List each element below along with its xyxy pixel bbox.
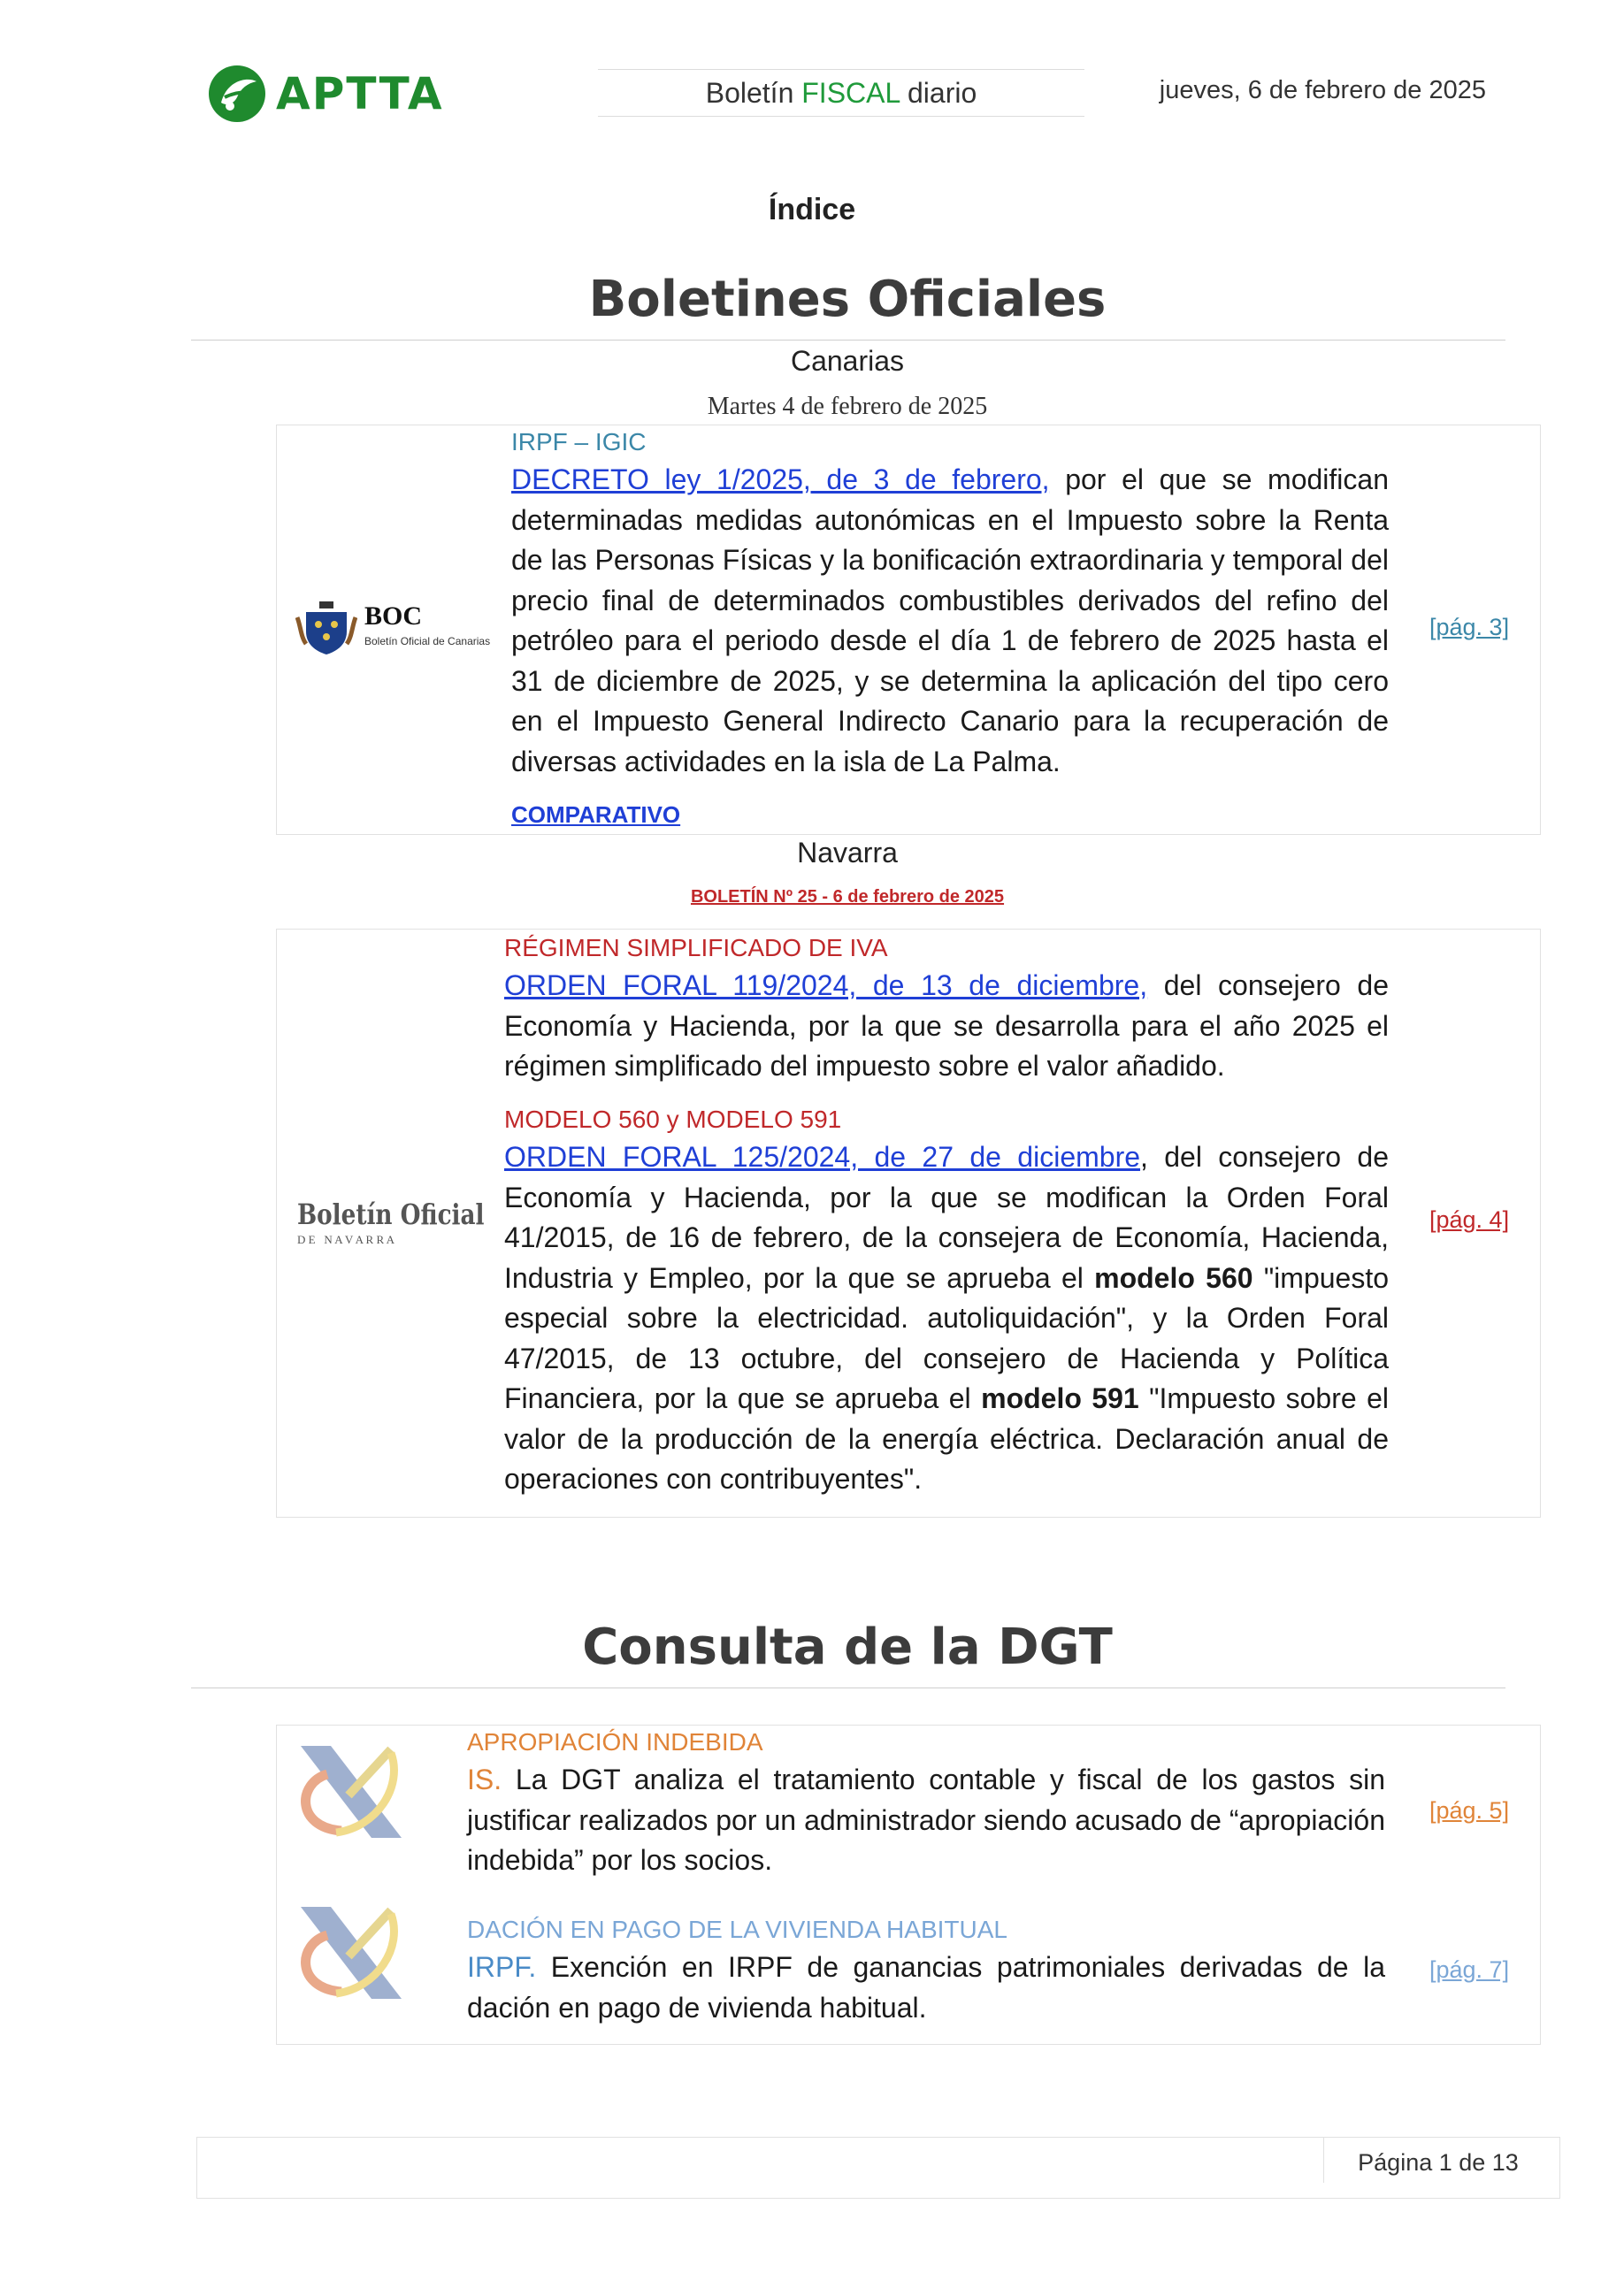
category-regimen-simplificado: RÉGIMEN SIMPLIFICADO DE IVA: [504, 934, 888, 961]
orden-foral-119-link[interactable]: ORDEN FORAL 119/2024, de 13 de diciembre,: [504, 969, 1148, 1001]
page-number: Página 1 de 13: [1358, 2149, 1519, 2176]
index-heading: Índice: [768, 193, 856, 226]
aeat-logo-icon: [292, 1903, 407, 2002]
region-canarias: Canarias: [790, 345, 905, 377]
navarra-logo-text: Boletín Oficial: [297, 1198, 485, 1231]
aeat-logo-icon: [292, 1742, 407, 1841]
navarra-logo-subtext: D E N A V A R R A: [297, 1233, 395, 1246]
page-link-5[interactable]: [pág. 5]: [1429, 1797, 1510, 1824]
category-apropiacion-indebida: APROPIACIÓN INDEBIDA: [467, 1728, 763, 1756]
page-link-7[interactable]: [pág. 7]: [1429, 1956, 1510, 1983]
dgt-item1-text: IS. La DGT analiza el tratamiento contable y fiscal de los gastos sin justificar realizados por un administrador siendo acusado de “apropiación indebida” por los socios.: [467, 1764, 1385, 1876]
comparativo-link[interactable]: COMPARATIVO: [511, 801, 681, 828]
region-navarra: Navarra: [797, 837, 898, 869]
aptta-logo-text: APTTA: [276, 68, 444, 119]
navarra-bulletin-date[interactable]: BOLETÍN Nº 25 - 6 de febrero de 2025: [690, 887, 1005, 907]
bulletin-date: jueves, 6 de febrero de 2025: [1159, 76, 1486, 104]
aptta-logo: [205, 58, 462, 129]
bulletin-title: Boletín FISCAL diario: [598, 69, 1084, 117]
tax-irpf: IRPF.: [467, 1951, 537, 1983]
orden-foral-125-text: ORDEN FORAL 125/2024, de 27 de diciembre, del consejero de Economía y Hacienda, por la que se modifican la Orden Foral 41/2015, de 16 de febrero, de la consejera de Economía, Hacienda, Industria y Empleo, por la que se aprueba el modelo 560 "impuesto especial sobre la electricidad. autoliquidación", y la Orden Foral 47/2015, de 13 octubre, del consejero de Hacienda y Política Financiera, por la que se aprueba el modelo 591 "Impuesto sobre el valor de la producción de la energía eléctrica. Declaración anual de operaciones con contribuyentes".: [504, 1141, 1390, 1495]
tax-is: IS.: [467, 1764, 502, 1795]
section-title-dgt: Consulta de la DGT: [582, 1619, 1113, 1676]
coat-of-arms-icon: [295, 600, 357, 656]
boc-date: Martes 4 de febrero de 2025: [707, 393, 988, 420]
category-irpf-igic: IRPF – IGIC: [511, 428, 647, 455]
modelo-591-bold: modelo 591: [981, 1382, 1139, 1414]
boc-logo: [295, 600, 490, 656]
page-link-4[interactable]: [pág. 4]: [1429, 1206, 1510, 1233]
orden-foral-119-text: ORDEN FORAL 119/2024, de 13 de diciembre, del consejero de Economía y Hacienda, por la que se desarrolla para el año 2025 el régimen simplificado del impuesto sobre el valor añadido.: [504, 969, 1390, 1082]
dgt-item2-text: IRPF. Exención en IRPF de ganancias patrimoniales derivadas de la dación en pago de vivienda habitual.: [467, 1951, 1385, 2024]
boc-logo-text: BOC: [364, 601, 423, 631]
section-title-boletines: Boletines Oficiales: [588, 271, 1107, 328]
decreto-ley-link[interactable]: DECRETO ley 1/2025, de 3 de febrero,: [511, 463, 1050, 495]
section-divider: [191, 340, 1505, 341]
boc-logo-subtext: Boletín Oficial de Canarias: [364, 635, 491, 647]
canarias-decree-text: DECRETO ley 1/2025, de 3 de febrero, por el que se modifican determinadas medidas autonómicas en el Impuesto sobre la Renta de las Personas Físicas y la bonificación extraordinaria y temporal del precio final de determinados combustibles derivados del refino del petróleo para el periodo desde el día 1 de febrero de 2025 hasta el 31 de diciembre de 2025, y se determina la aplicación del tipo cero en el Impuesto General Indirecto Canario para la recuperación de diversas actividades en la isla de La Palma.: [511, 463, 1390, 777]
bulletin-title-highlight: FISCAL: [801, 77, 900, 109]
footer-divider: [1323, 2137, 1324, 2183]
navarra-logo: [297, 1198, 485, 1251]
modelo-560-bold: modelo 560: [1094, 1261, 1253, 1294]
category-modelo-560-591: MODELO 560 y MODELO 591: [504, 1106, 842, 1133]
aptta-logo-icon: [205, 62, 269, 126]
orden-foral-125-link[interactable]: ORDEN FORAL 125/2024, de 27 de diciembre: [504, 1141, 1141, 1173]
page-link-3[interactable]: [pág. 3]: [1429, 614, 1510, 640]
category-dacion-en-pago: DACIÓN EN PAGO DE LA VIVIENDA HABITUAL: [467, 1916, 1007, 1943]
